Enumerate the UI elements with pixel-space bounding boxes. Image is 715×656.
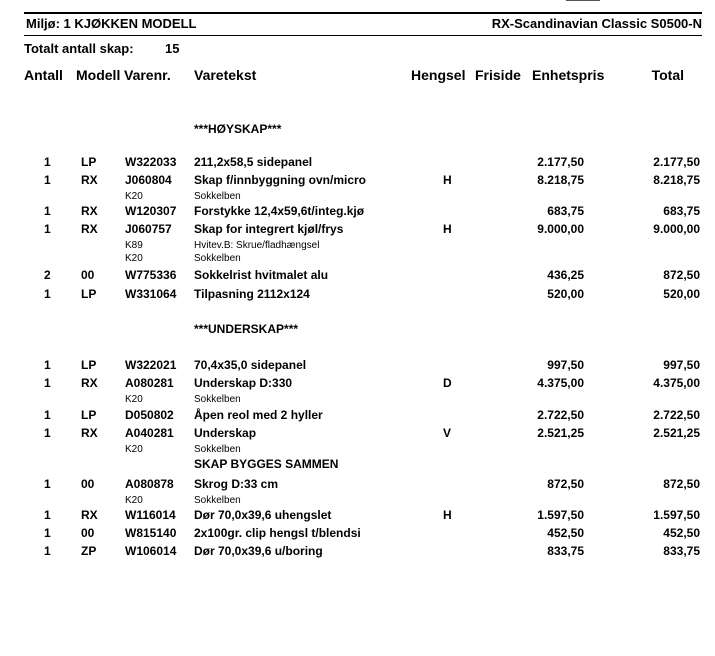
line-hengsel: V <box>443 426 452 440</box>
line-antall: 1 <box>44 408 51 422</box>
line-antall: 1 <box>44 544 51 558</box>
sub-line-code: K89 <box>125 240 143 251</box>
line-varetekst: 70,4x35,0 sidepanel <box>194 358 307 372</box>
line-modell: RX <box>81 204 98 218</box>
line-varetekst: 211,2x58,5 sidepanel <box>194 155 313 169</box>
line-hengsel: H <box>443 222 452 236</box>
line-modell: RX <box>81 508 98 522</box>
line-enhetspris: 9.000,00 <box>537 222 584 236</box>
line-varetekst: Underskap D:330 <box>194 376 293 390</box>
line-varenr: J060804 <box>125 173 172 187</box>
line-total: 683,75 <box>663 204 700 218</box>
total-cabinets-label: Totalt antall skap: <box>24 41 134 56</box>
line-modell: 00 <box>81 477 95 491</box>
line-modell: RX <box>81 173 98 187</box>
line-enhetspris: 997,50 <box>547 358 584 372</box>
header-series-label: RX-Scandinavian Classic S0500-N <box>491 16 702 31</box>
line-varetekst: Åpen reol med 2 hyller <box>194 408 323 422</box>
line-antall: 1 <box>44 173 51 187</box>
line-varetekst: Skrog D:33 cm <box>194 477 279 491</box>
sub-line-code: K20 <box>125 253 143 264</box>
line-antall: 1 <box>44 376 51 390</box>
line-modell: LP <box>81 358 97 372</box>
line-modell: RX <box>81 426 98 440</box>
sub-line-code: K20 <box>125 394 143 405</box>
line-antall: 1 <box>44 508 51 522</box>
sub-line-text: Hvitev.B: Skrue/fladhængsel <box>194 240 320 251</box>
line-antall: 1 <box>44 426 51 440</box>
sub-line-text: Sokkelben <box>194 191 241 202</box>
line-varetekst: Skap f/innbyggning ovn/micro <box>194 173 367 187</box>
line-varenr: W322033 <box>125 155 177 169</box>
line-varenr: A080281 <box>125 376 174 390</box>
line-varenr: W775336 <box>125 268 177 282</box>
col-header-antall: Antall <box>24 67 63 83</box>
line-varenr: A040281 <box>125 426 174 440</box>
line-enhetspris: 436,25 <box>547 268 584 282</box>
line-varenr: D050802 <box>125 408 174 422</box>
col-header-enhetspris: Enhetspris <box>532 67 605 83</box>
line-total: 9.000,00 <box>653 222 700 236</box>
line-enhetspris: 2.177,50 <box>537 155 584 169</box>
line-modell: LP <box>81 408 97 422</box>
line-enhetspris: 8.218,75 <box>537 173 584 187</box>
line-antall: 2 <box>44 268 51 282</box>
line-enhetspris: 683,75 <box>547 204 584 218</box>
line-total: 2.722,50 <box>653 408 700 422</box>
line-modell: LP <box>81 287 97 301</box>
line-antall: 1 <box>44 155 51 169</box>
sub-line-text: Sokkelben <box>194 394 241 405</box>
line-modell: RX <box>81 376 98 390</box>
line-hengsel: H <box>443 508 452 522</box>
line-antall: 1 <box>44 477 51 491</box>
line-modell: RX <box>81 222 98 236</box>
line-total: 872,50 <box>663 477 700 491</box>
line-varenr: A080878 <box>125 477 174 491</box>
section-heading: ***UNDERSKAP*** <box>194 322 299 336</box>
line-hengsel: H <box>443 173 452 187</box>
col-header-varenr: Varenr. <box>124 67 171 83</box>
line-varetekst: Skap for integrert kjøl/frys <box>194 222 344 236</box>
line-modell: LP <box>81 155 97 169</box>
line-antall: 1 <box>44 526 51 540</box>
line-varetekst: Dør 70,0x39,6 u/boring <box>194 544 323 558</box>
sub-line-code: K20 <box>125 444 143 455</box>
line-total: 520,00 <box>663 287 700 301</box>
col-header-total: Total <box>651 67 684 83</box>
line-varetekst: Underskap <box>194 426 257 440</box>
line-varenr: J060757 <box>125 222 172 236</box>
col-header-modell: Modell <box>76 67 121 83</box>
line-varetekst: Dør 70,0x39,6 uhengslet <box>194 508 332 522</box>
line-antall: 1 <box>44 358 51 372</box>
line-enhetspris: 452,50 <box>547 526 584 540</box>
line-total: 997,50 <box>663 358 700 372</box>
line-enhetspris: 2.521,25 <box>537 426 584 440</box>
sub-line-code: K20 <box>125 495 143 506</box>
line-varenr: W116014 <box>125 508 176 522</box>
line-total: 4.375,00 <box>653 376 700 390</box>
header-environment-label: Miljø: 1 KJØKKEN MODELL <box>26 16 197 31</box>
line-enhetspris: 1.597,50 <box>537 508 584 522</box>
line-total: 1.597,50 <box>653 508 700 522</box>
line-enhetspris: 833,75 <box>547 544 584 558</box>
sub-line-text: Sokkelben <box>194 253 241 264</box>
col-header-varetekst: Varetekst <box>194 67 257 83</box>
line-total: 2.177,50 <box>653 155 700 169</box>
line-total: 452,50 <box>663 526 700 540</box>
line-total: 8.218,75 <box>653 173 700 187</box>
line-antall: 1 <box>44 204 51 218</box>
line-antall: 1 <box>44 287 51 301</box>
line-antall: 1 <box>44 222 51 236</box>
line-varenr: W331064 <box>125 287 177 301</box>
line-total: 872,50 <box>663 268 700 282</box>
line-varenr: W322021 <box>125 358 177 372</box>
line-total: 833,75 <box>663 544 700 558</box>
section-heading: ***HØYSKAP*** <box>194 122 282 136</box>
line-modell: 00 <box>81 526 95 540</box>
sub-line-code: K20 <box>125 191 143 202</box>
line-enhetspris: 4.375,00 <box>537 376 584 390</box>
line-hengsel: D <box>443 376 452 390</box>
line-enhetspris: 2.722,50 <box>537 408 584 422</box>
col-header-friside: Friside <box>475 67 521 83</box>
total-cabinets-value: 15 <box>165 41 180 56</box>
line-enhetspris: 872,50 <box>547 477 584 491</box>
sub-line-text: Sokkelben <box>194 444 241 455</box>
col-header-hengsel: Hengsel <box>411 67 466 83</box>
line-varetekst: Tilpasning 2112x124 <box>194 287 310 301</box>
line-varenr: W120307 <box>125 204 177 218</box>
line-modell: ZP <box>81 544 97 558</box>
sub-line-text: Sokkelben <box>194 495 241 506</box>
line-modell: 00 <box>81 268 95 282</box>
line-varenr: W106014 <box>125 544 177 558</box>
line-varenr: W815140 <box>125 526 177 540</box>
line-varetekst: Sokkelrist hvitmalet alu <box>194 268 329 282</box>
line-varetekst: Forstykke 12,4x59,6t/integ.kjø <box>194 204 365 218</box>
line-total: 2.521,25 <box>653 426 700 440</box>
assembly-note: SKAP BYGGES SAMMEN <box>194 457 339 471</box>
line-enhetspris: 520,00 <box>547 287 584 301</box>
line-varetekst: 2x100gr. clip hengsl t/blendsi <box>194 526 361 540</box>
